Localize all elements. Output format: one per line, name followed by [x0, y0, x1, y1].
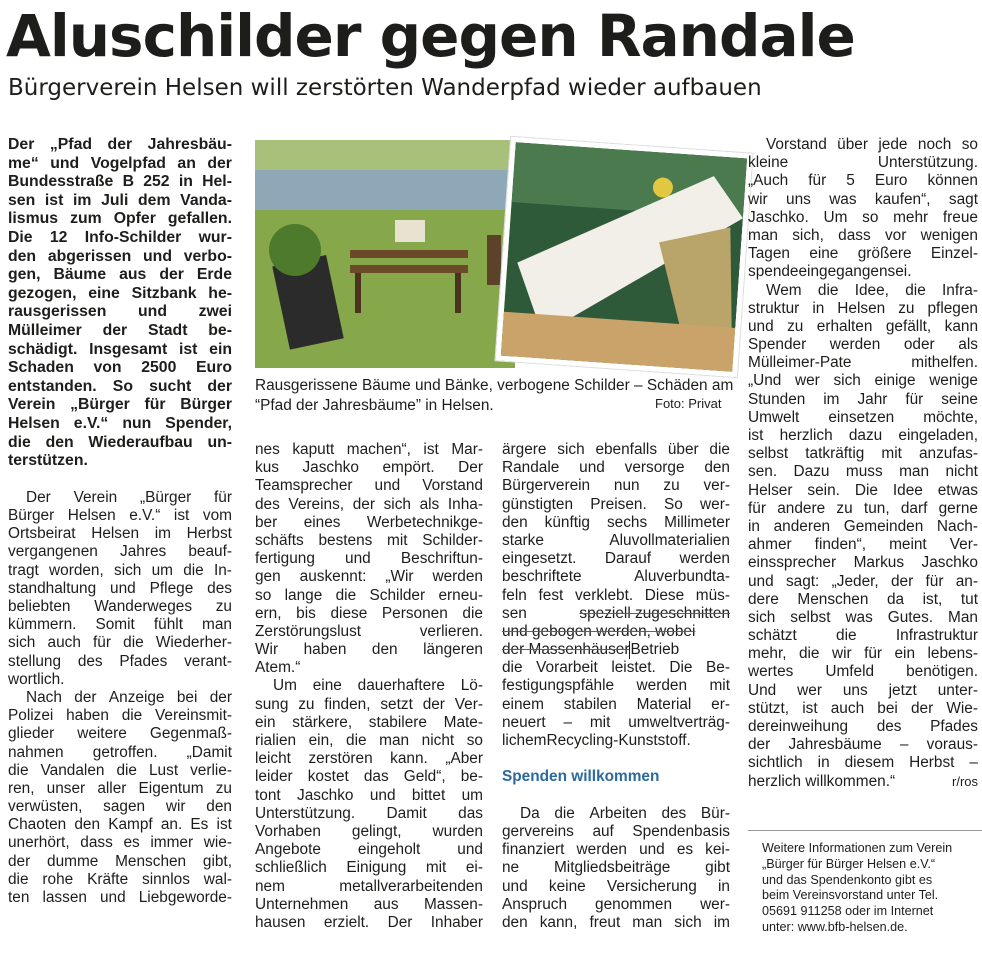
text-line: dere Menschen da ist, tut [748, 590, 978, 608]
text-line: Der „Pfad der Jahresbäu- [8, 136, 232, 153]
text-line: „Und wer sich einige wenige [748, 372, 978, 390]
text-line: lichem Recycling-Kunststoff. [502, 732, 691, 749]
text-line: gen, Bäume aus der Erde [8, 266, 232, 284]
text-line: vergangenen Jahres beauf- [8, 543, 232, 561]
text-line: spende eingegangen sei. [748, 263, 912, 281]
text-line: starke Aluvollmaterialien [502, 531, 730, 549]
text-line: nem metallverarbeitenden [255, 877, 483, 895]
text-line: der Massenhäuser Betrieb [502, 641, 680, 659]
text-line: sich selbst was Gutes. Man [748, 608, 978, 626]
text-line: und keine Versicherung in [502, 877, 730, 895]
text-line: Polizei haben die Vereinsmit- [8, 707, 232, 725]
text-line: festigungspfähle werden mit [502, 677, 730, 695]
text-line: Tagen eine größere Einzel- [748, 245, 978, 263]
text-line: Bundesstraße B 252 in Hel- [8, 173, 232, 191]
text-line: nahmen getroffen. „Damit [8, 743, 232, 761]
text-line: schädigt. Insgesamt ist ein [8, 340, 232, 358]
text-line: rausgerissen und zwei [8, 303, 232, 321]
text-line: feln fest verklebt. Diese müs- [502, 586, 730, 604]
text-line: ärgere sich ebenfalls über die [502, 441, 730, 458]
text-line: herzlich willkommen.“ r/ros [748, 772, 978, 790]
text-line: wir uns was kaufen“, sagt [748, 190, 978, 208]
text-line: Umwelt einsetzen möchte, [748, 408, 978, 426]
text-line: glieder weitere Gegenmaß- [8, 725, 232, 743]
text-line: und zu erhalten gefällt, kann [748, 317, 978, 335]
text-line: sung zu finden, setzt der Ver- [255, 695, 483, 713]
text-line: schäfts bestens mit Schilder- [255, 531, 483, 549]
text-line: tragt worden, sich um die In- [8, 561, 232, 579]
text-line: Atem.“ [255, 659, 301, 677]
text-line: Zerstörungslust verlieren. [255, 622, 483, 640]
strikethrough-text: und gebogen werden, wobei [502, 622, 696, 640]
text-line: den künftig sechs Millimeter [502, 513, 730, 531]
text-line: terstützen. [8, 452, 88, 470]
text-line: standhaltung und Pflege des [8, 579, 232, 597]
text-line: günstigten Preisen. So wer- [502, 495, 730, 513]
text-line: sichtlich in diesem Herbst – [748, 754, 978, 772]
text-line: Stunden im Jahr für seine [748, 390, 978, 408]
text-line: Randale und versorge den [502, 459, 730, 477]
text-line: den abgerissen und verbo- [8, 247, 232, 265]
text-line: entstanden. So sucht der [8, 377, 232, 395]
text-line: so lange die Schilder erneu- [255, 586, 483, 604]
text-line: Jaschko. Um so mehr freue [748, 208, 978, 226]
text-line [502, 623, 730, 641]
text-line: ern, bis diese Personen die [255, 604, 483, 622]
text-line: Wir haben den längeren [255, 641, 483, 659]
text-line: Bürgerverein nun zu ver- [502, 477, 730, 495]
text-line: Bürger Helsen e.V.“ ist vom [8, 507, 232, 525]
text-line: ren, unser aller Eigentum zu [8, 779, 232, 797]
text-line: leider kostet das Geld“, be- [255, 768, 483, 786]
text-line: hausen erzielt. Der Inhaber [255, 913, 483, 931]
text-line: dereinweihung des Pfades [748, 718, 978, 735]
info-line: und das Spendenkonto gibt es [762, 872, 933, 887]
section-heading: Spenden willkommen [502, 768, 660, 786]
text-line: lismus zum Opfer gefallen. [8, 210, 232, 228]
text-line: Wem die Idee, die Infra- [766, 281, 978, 299]
text-line: struktur in Helsen zu pflegen [748, 299, 978, 317]
text-line: und sagt: „Jeder, der für an- [748, 572, 978, 590]
info-line: Weitere Informationen zum Verein [762, 841, 953, 855]
text-line: Chaoten den Kampf an. Es ist [8, 816, 232, 834]
info-line: unter: www.bfb-helsen.de. [762, 919, 908, 934]
column-1 [8, 136, 232, 907]
text-line: schließlich Einigung mit ei- [255, 859, 483, 877]
text-line: der dumme Menschen gibt, [8, 852, 232, 870]
text-line: Mülleimer-Pate mithelfen. [748, 354, 978, 372]
text-line: einssprecher Markus Jaschko [748, 554, 978, 572]
info-box [748, 830, 982, 936]
text-line: gezogen, eine Sitzbank he- [8, 284, 232, 302]
text-line: wortlich. [8, 670, 65, 688]
text-line: Ortsbeirat Helsen im Herbst [8, 525, 232, 543]
text-line: Mülleimer der Stadt be- [8, 321, 232, 339]
headline: Aluschilder gegen Randale [6, 2, 855, 70]
text-line: neuert – mit umweltverträg- [502, 713, 730, 731]
text-line: selbst tatkräftig mit anzufas- [748, 445, 978, 463]
text-line: stützt, ist auch bei der Wie- [748, 699, 978, 717]
info-line: 05691 911258 oder im Internet [762, 904, 934, 919]
text-line: wertes Umfeld benötigen. [748, 663, 978, 681]
text-line: kus Jaschko empört. Der [255, 459, 483, 477]
text-line: Schaden von 2500 Euro [8, 359, 232, 377]
column-1-body [8, 489, 232, 907]
text-line: den kann, freut man sich im [502, 913, 730, 931]
text-line: Spender werden oder als [748, 336, 978, 354]
photo-credit: Foto: Privat [655, 396, 722, 411]
text-line: Die 12 Info-Schilder wur- [8, 228, 232, 246]
text-line: verwüsten, sagen wir den [8, 798, 232, 816]
text-line: ahmer finden“, meint Ver- [748, 536, 978, 554]
text-line: unerhört, dass es immer wie- [8, 834, 232, 852]
text-line: Und wer uns jetzt unter- [748, 681, 978, 699]
text-line: die Vandalen die Lust verlie- [8, 761, 232, 779]
text-line: der Jahresbäume – voraus- [748, 736, 978, 754]
strikethrough-text: speziell zugeschnitten [579, 604, 730, 622]
text-line: leicht zerstören kann. „Aber [255, 750, 483, 768]
text-line: rialien ein, die man nicht so [255, 732, 483, 749]
photo-caption: Rausgerissene Bäume und Bänke, verbogene Schilder – Schäden am “Pfad der Jahresbäume” in Helsen. [255, 377, 734, 414]
text-line: beschriftete Aluverbundta- [502, 568, 730, 586]
text-line: die den Wiederaufbau un- [8, 433, 232, 451]
text-line: die rohe Kräfte sinnlos wal- [8, 870, 232, 888]
strikethrough-text: der Massenhäuser [502, 641, 630, 659]
text-line: Anspruch genommen wer- [502, 895, 730, 913]
text-line: in anderen Gemeinden Nach- [748, 517, 978, 535]
text-line: stellung des Pfades verant- [8, 652, 232, 670]
text-line: me“ und Vogelpfad an der [8, 154, 232, 172]
info-line: beim Vereinsvorstand unter Tel. [762, 888, 939, 903]
text-line: ne Mitgliedsbeiträge gibt [502, 859, 730, 877]
column-2 [255, 441, 483, 932]
text-line: kleine Unterstützung. [748, 154, 978, 172]
text-line: man sich, dass vor wenigen [748, 226, 978, 244]
text-line: finanziert werden und es kei- [502, 841, 730, 859]
text-line: eingesetzt. Darauf werden [502, 550, 730, 568]
info-line: „Bürger für Bürger Helsen e.V.“ [762, 856, 936, 871]
text-line: Teamsprecher und Vorstand [255, 477, 483, 495]
photo-vandalized-bench [255, 140, 515, 368]
text-line: einem stabilen Material er- [502, 695, 730, 713]
text-line: gen auskennt: „Wir werden [255, 568, 483, 586]
text-line: beliebten Wanderweges zu [8, 598, 232, 615]
text-line: Der Verein „Bürger für [26, 488, 232, 506]
text-line: sen ist im Juli dem Vanda- [8, 191, 232, 209]
text-line: Verein „Bürger für Bürger [8, 396, 232, 414]
text-line: ist herzlich dazu eingeladen, [748, 427, 978, 444]
text-line: Um eine dauerhaftere Lö- [273, 677, 483, 695]
lead-paragraph [8, 136, 232, 471]
text-line: „Auch für 5 Euro können [748, 172, 978, 190]
subheadline: Bürgerverein Helsen will zerstörten Wanderpfad wieder aufbauen [8, 75, 762, 101]
text-line: mehr, die wir für ein lebens- [748, 645, 978, 663]
column-3 [502, 441, 730, 932]
column-4 [748, 136, 978, 791]
text-line: Vorstand über jede noch so [766, 136, 978, 153]
text-line: Unternehmen aus Massen- [255, 895, 483, 913]
text-line: Angebote eingeholt und [255, 841, 483, 859]
photo-bent-sign [495, 137, 752, 377]
text-line: nes kaputt machen“, ist Mar- [255, 441, 483, 458]
text-line: sen. Dazu muss man nicht [748, 463, 978, 481]
text-line: Vorhaben gelingt, wurden [255, 822, 483, 840]
text-line: Nach der Anzeige bei der [26, 688, 232, 706]
text-line: Unterstützung. Damit das [255, 804, 483, 822]
text-line: schätzt die Infrastruktur [748, 627, 978, 645]
text-line: die Vorarbeit leistet. Die Be- [502, 659, 730, 677]
text-line: sen speziell zugeschnitten [502, 604, 730, 622]
text-line: tont Jaschko und bittet um [255, 786, 483, 804]
text-line: Da die Arbeiten des Bür- [520, 804, 730, 822]
text-line: gervereins auf Spendenbasis [502, 822, 730, 840]
text-line: sich auch für die Wiederher- [8, 634, 232, 652]
text-line: fertigung und Beschriftun- [255, 550, 483, 568]
text-line: Helsen e.V.“ nun Spender, [8, 414, 232, 432]
author-signature: r/ros [952, 773, 978, 789]
text-line: kümmern. Somit fühlt man [8, 616, 232, 634]
text-line: Helser sein. Die Idee etwas [748, 481, 978, 499]
text-line: für andere zu tun, darf gerne [748, 499, 978, 517]
text-line: ber eines Werbetechnikge- [255, 513, 483, 531]
text-line: des Vereins, der sich als Inha- [255, 495, 483, 513]
text-line: ten lassen und Liebgeworde- [8, 889, 232, 906]
text-line: ein stärkere, stabilere Mate- [255, 713, 483, 731]
